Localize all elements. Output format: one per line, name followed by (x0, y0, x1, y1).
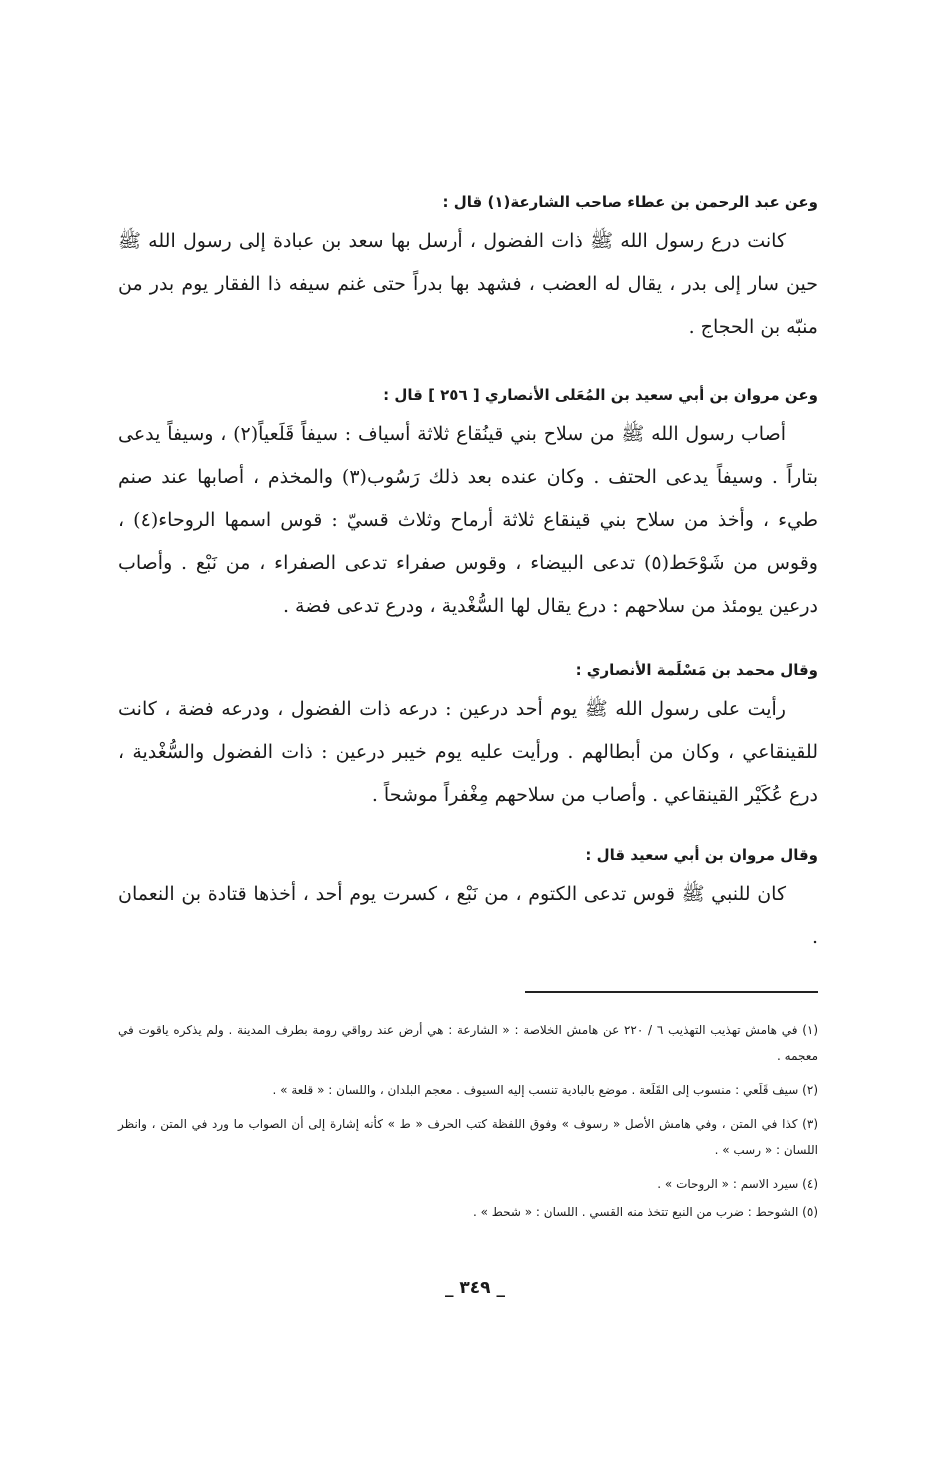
section-1 (118, 190, 818, 349)
section-paragraph: أصاب رسول الله ﷺ من سلاح بني قينُقاع ثلاثة أسياف : سيفاً قَلَعياً(٢) ، وسيفاً يدعى بتاراً . وسيفاً يدعى الحتف . وكان عنده بعد ذلك رَسُوب(٣) والمخذم ، أصابها عند صنم طيء ، وأخذ من سلاح بني قينقاع ثلاثة أرماح وثلاث قسيّ : قوس اسمها الروحاء(٤) ، وقوس من شَوْحَط(٥) تدعى البيضاء ، وقوس صفراء تدعى الصفراء ، من نَبْع . وأصاب درعين يومئذ من سلاحهم : درع يقال لها السُّغْدية ، ودرع تدعى فضة . (118, 423, 818, 617)
section-3 (118, 658, 818, 817)
footnote-5: (٥) الشوحط : ضرب من النبع تتخذ منه القسي . اللسان : « شحط » . (472, 1205, 818, 1219)
footnote-2: (٢) سيف قَلَعي : منسوب إلى القَلَعة . موضع بالبادية تنسب إليه السيوف . معجم البلدان ، واللسان : « قلعة » . (272, 1083, 818, 1097)
section-paragraph: رأيت على رسول الله ﷺ يوم أحد درعين : درعه ذات الفضول ، ودرعه فضة ، كانت للقينقاعي ، وكان من أبطالهم . ورأيت عليه يوم خيبر درعين : ذات الفضول والسُّغْدية ، درع عُكَيْر القينقاعي . وأصاب من سلاحهم مِغْفراً موشحاً . (118, 698, 818, 806)
section-4 (118, 843, 818, 959)
page-body (118, 190, 818, 1227)
page-number: _ ٣٤٩ _ (445, 1278, 505, 1298)
footnote-4: (٤) سيرد الاسم : « الروحات » . (657, 1177, 818, 1191)
section-2 (118, 383, 818, 628)
section-heading: وعن مروان بن أبي سعيد بن المُعَلى الأنصاري [ ٢٥٦ ] قال : (383, 386, 818, 404)
footnotes (118, 1017, 818, 1225)
footnote-1: (١) في هامش تهذيب التهذيب ٦ / ٢٢٠ عن هامش الخلاصة : « الشارعة : هي أرض عند رواقي رومة بطرف المدينة . ولم يذكره ياقوت في معجمه . (118, 1023, 819, 1063)
footnote-separator (118, 981, 818, 1007)
section-paragraph: كان للنبي ﷺ قوس تدعى الكتوم ، من نَبْع ، كسرت يوم أحد ، أخذها قتادة بن النعمان . (118, 883, 818, 948)
separator-line (525, 991, 818, 993)
section-heading: وعن عبد الرحمن بن عطاء صاحب الشارعة(١) قال : (442, 193, 818, 211)
section-heading: وقال مروان بن أبي سعيد قال : (585, 846, 818, 864)
section-paragraph: كانت درع رسول الله ﷺ ذات الفضول ، أرسل بها سعد بن عبادة إلى رسول الله ﷺ حين سار إلى بدر ، يقال له العضب ، فشهد بها بدراً حتى غنم سيفه ذا الفقار يوم بدر من منبّه بن الحجاج . (118, 230, 818, 338)
section-heading: وقال محمد بن مَسْلَمة الأنصاري : (575, 661, 818, 679)
footnote-3: (٣) كذا في المتن ، وفي هامش الأصل « رسوف » وفوق اللفظة كتب الحرف « ط » كأنه إشارة إلى أن الصواب ما ورد في المتن ، وانظر اللسان : « رسب » . (118, 1117, 818, 1157)
